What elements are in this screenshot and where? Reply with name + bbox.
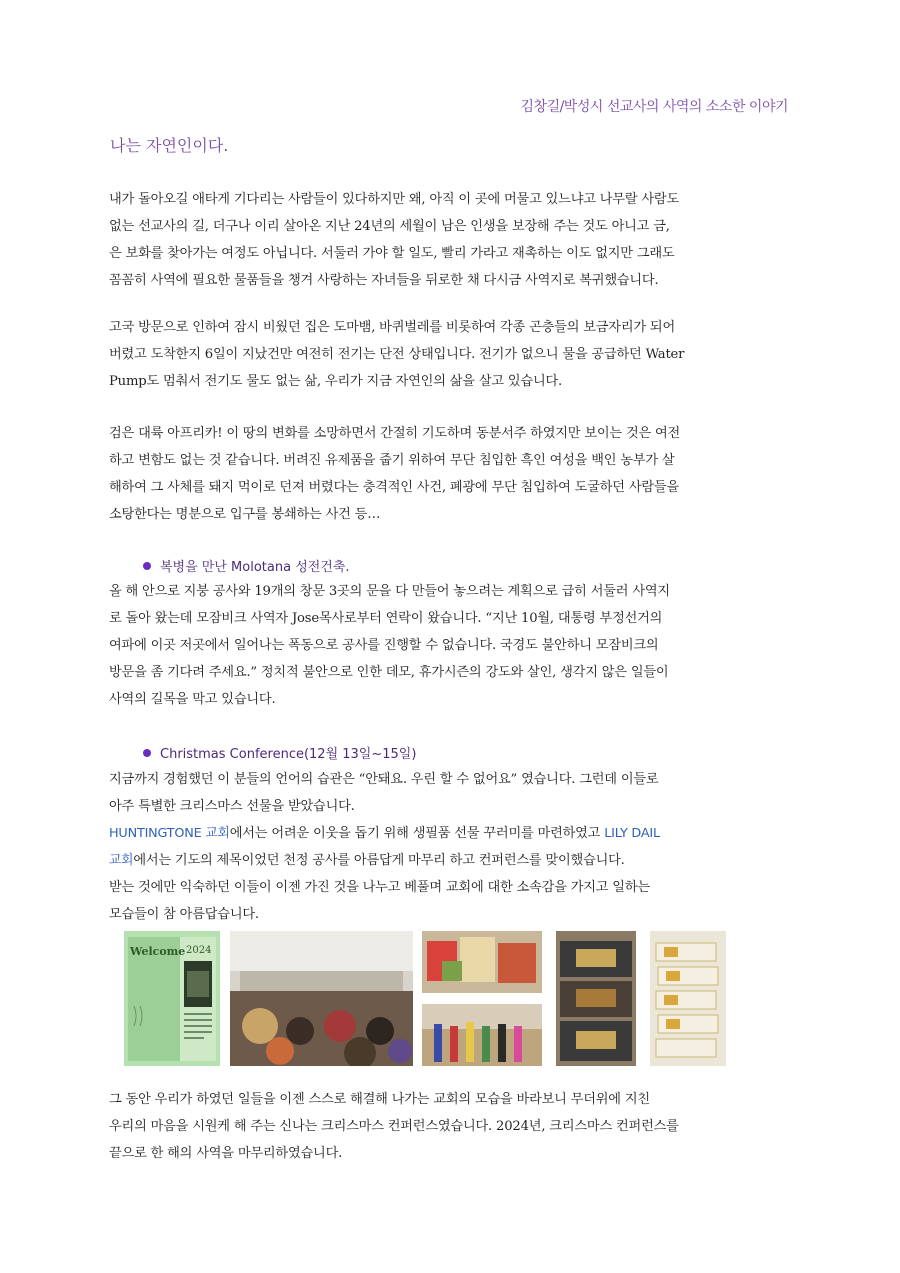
paragraph-line: 모습들이 참 아름답습니다. (109, 907, 259, 922)
paragraph-line: 사역의 길목을 막고 있습니다. (109, 692, 276, 707)
paragraph-line: 고국 방문으로 인하여 잠시 비웠던 집은 도마뱀, 바퀴벌레를 비롯하여 각종 곤충들의 보금자리가 되어 (109, 320, 675, 335)
paragraph-line: 없는 선교사의 길, 더구나 이리 살아온 지난 24년의 세월이 남은 인생을 보장해 주는 것도 아니고 금, (109, 219, 670, 234)
paragraph-line: Pump도 멈춰서 전기도 물도 없는 삶, 우리가 지금 자연인의 삶을 살고 있습니다. (109, 374, 563, 389)
paragraph-text: 에서는 어려운 이웃을 돕기 위해 생필품 선물 꾸러미를 마련하였고 (229, 826, 605, 841)
paragraph-line (109, 847, 801, 874)
paragraph-line: 하고 변함도 없는 것 같습니다. 버려진 유제품을 줍기 위하여 무단 침입한 흑인 여성을 백인 농부가 살 (109, 453, 675, 468)
paragraph-line: 내가 돌아오길 애타게 기다리는 사람들이 있다하지만 왜, 아직 이 곳에 머물고 있느냐고 나무랄 사람도 (109, 192, 679, 207)
rice-bags-photo (650, 931, 726, 1066)
paragraph-line: 해하여 그 사체를 돼지 먹이로 던져 버렸다는 충격적인 사건, 폐광에 무단 침입하여 도굴하던 사람들을 (109, 480, 679, 495)
paragraph-line: 로 돌아 왔는데 모잠비크 사역자 Jose목사로부터 연락이 왔습니다. “지난 10월, 대통령 부정선거의 (109, 611, 663, 626)
bullet-dot-icon (143, 562, 151, 570)
paragraph-line: 버렸고 도착한지 6일이 지났건만 여전히 전기는 단전 상태입니다. 전기가 없으니 물을 공급하던 Water (109, 347, 685, 362)
paragraph-line: 여파에 이곳 저곳에서 일어나는 폭동으로 공사를 진행할 수 없습니다. 국경도 불안하니 모잠비크의 (109, 638, 659, 653)
paragraph-text: 에서는 기도의 제목이었던 천정 공사를 아름답게 마무리 하고 컨퍼런스를 맞이했습니다. (133, 853, 625, 868)
welcome-poster-image (124, 931, 220, 1066)
group-photo (422, 1004, 542, 1066)
conference-hall-photo (230, 931, 413, 1066)
section-heading-molotana (143, 556, 350, 575)
paragraph-line: 끝으로 한 해의 사역을 마무리하였습니다. (109, 1146, 343, 1161)
poster-welcome-text: Welcome (130, 945, 186, 958)
gift-packages-photo (422, 931, 542, 993)
church-name-suffix: 교회 (109, 853, 134, 868)
paragraph-6 (109, 1086, 801, 1167)
paragraph-line: 우리의 마음을 시원케 해 주는 신나는 크리스마스 컨퍼런스였습니다. 2024년, 크리스마스 컨퍼런스를 (109, 1119, 679, 1134)
paragraph-5 (109, 766, 801, 928)
paragraph-1 (109, 186, 801, 294)
paragraph-line: 받는 것에만 익숙하던 이들이 이젠 가진 것을 나누고 베풀며 교회에 대한 소속감을 가지고 일하는 (109, 880, 650, 895)
section-heading-christmas (143, 743, 416, 762)
church-name-huntingtone: HUNTINGTONE 교회 (109, 826, 230, 841)
bullet-dot-icon (143, 749, 151, 757)
section-heading-text: 복병을 만난 Molotana 성전건축. (160, 560, 350, 575)
paragraph-line: 올 해 안으로 지붕 공사와 19개의 창문 3곳의 문을 다 만들어 놓으려는 계획으로 급히 서둘러 사역지 (109, 584, 670, 599)
supply-sacks-photo (556, 931, 636, 1066)
paragraph-line: 아주 특별한 크리스마스 선물을 받았습니다. (109, 799, 355, 814)
paragraph-line: 방문을 좀 기다려 주세요.” 정치적 불안으로 인한 데모, 휴가시즌의 강도와 살인, 생각지 않은 일들이 (109, 665, 669, 680)
paragraph-2 (109, 314, 801, 395)
paragraph-line: 그 동안 우리가 하였던 일들을 이젠 스스로 해결해 나가는 교회의 모습을 바라보니 무더위에 지친 (109, 1092, 650, 1107)
paragraph-line: 검은 대륙 아프리카! 이 땅의 변화를 소망하면서 간절히 기도하며 동분서주 하였지만 보이는 것은 여전 (109, 426, 681, 441)
paragraph-line: 소탕한다는 명분으로 입구를 봉쇄하는 사건 등… (109, 507, 381, 522)
paragraph-4 (109, 578, 801, 713)
church-name-lily-dail: LILY DAIL (604, 826, 660, 841)
paragraph-line: 은 보화를 찾아가는 여정도 아닙니다. 서둘러 가야 할 일도, 빨리 가라고 재촉하는 이도 없지만 그래도 (109, 246, 675, 261)
paragraph-line: 꼼꼼히 사역에 필요한 물품들을 챙겨 사랑하는 자녀들을 뒤로한 채 다시금 사역지로 복귀했습니다. (109, 273, 659, 288)
poster-year-text: 2024 (186, 945, 212, 956)
page-title: 나는 자연인이다. (110, 136, 229, 155)
paragraph-line (109, 820, 801, 847)
section-heading-text: Christmas Conference(12월 13일~15일) (160, 747, 417, 762)
paragraph-3 (109, 420, 801, 528)
page-header: 김창길/박성시 선교사의 사역의 소소한 이야기 (520, 99, 788, 115)
paragraph-line: 지금까지 경험했던 이 분들의 언어의 습관은 “안돼요. 우린 할 수 없어요” 였습니다. 그런데 이들로 (109, 772, 659, 787)
